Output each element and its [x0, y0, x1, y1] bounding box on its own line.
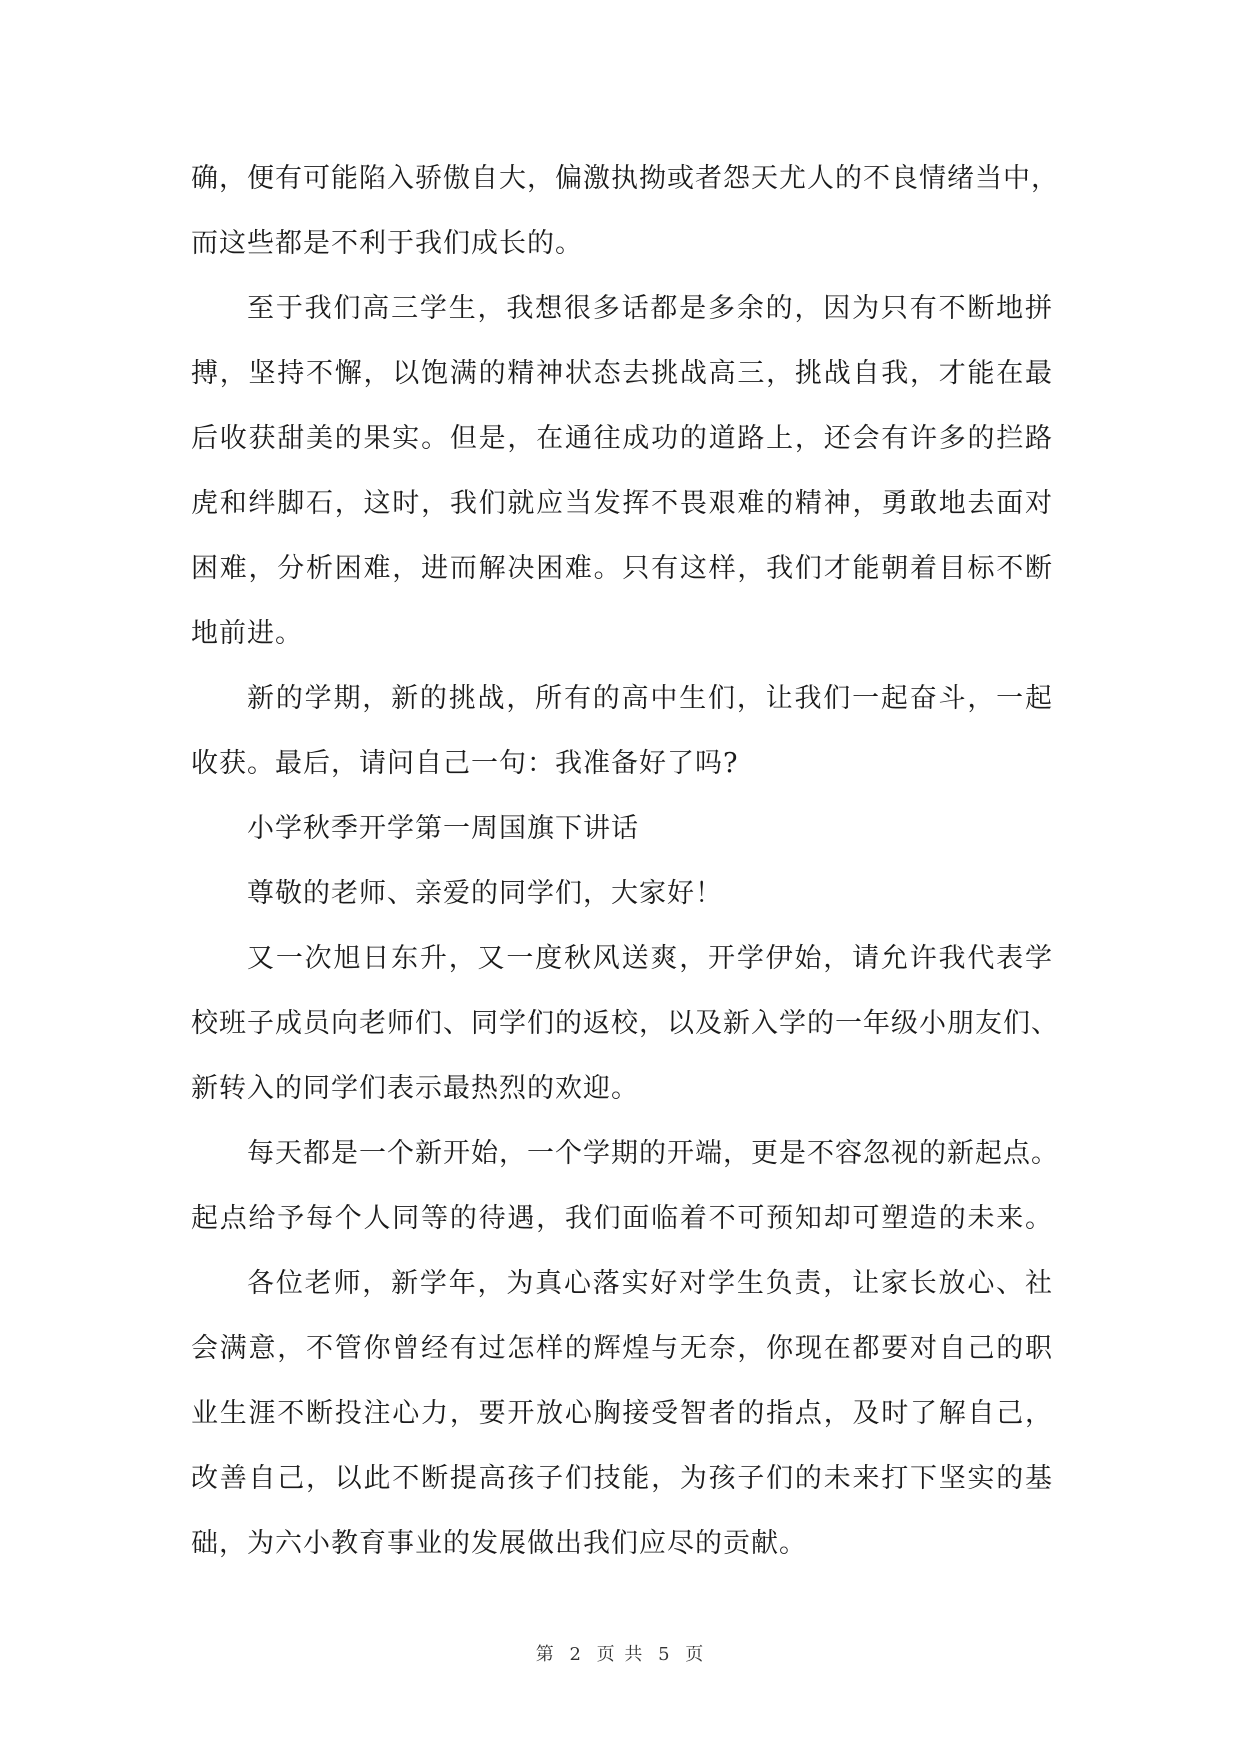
total-pages: 5 — [658, 1644, 672, 1665]
paragraph-start-line: 又一次旭日东升，又一度秋风送爽，开学伊始，请允许我代表学 — [247, 943, 1053, 974]
text-line: 确，便有可能陷入骄傲自大，偏激执拗或者怨天尤人的不良情绪当中， — [191, 163, 1059, 194]
text-line: 校班子成员向老师们、同学们的返校，以及新入学的一年级小朋友们、 — [191, 1008, 1059, 1039]
paragraph-start-line: 至于我们高三学生，我想很多话都是多余的，因为只有不断地拼 — [247, 293, 1053, 324]
footer-suffix: 页 — [685, 1644, 706, 1665]
document-body — [191, 146, 1059, 1576]
footer-prefix: 第 — [535, 1644, 556, 1665]
page-footer — [0, 1640, 1241, 1666]
section-title: 小学秋季开学第一周国旗下讲话 — [247, 813, 639, 844]
footer-middle: 页 共 — [596, 1644, 645, 1665]
text-line: 搏，坚持不懈，以饱满的精神状态去挑战高三，挑战自我，才能在最 — [191, 358, 1053, 389]
text-line: 收获。最后，请问自己一句：我准备好了吗? — [191, 748, 739, 779]
text-line: 础，为六小教育事业的发展做出我们应尽的贡献。 — [191, 1528, 807, 1559]
page-number: 2 — [569, 1644, 583, 1665]
paragraph-start-line: 各位老师，新学年，为真心落实好对学生负责，让家长放心、社 — [247, 1268, 1053, 1299]
paragraph-start-line: 新的学期，新的挑战，所有的高中生们，让我们一起奋斗，一起 — [247, 683, 1053, 714]
salutation: 尊敬的老师、亲爱的同学们，大家好！ — [247, 878, 723, 909]
text-line: 后收获甜美的果实。但是，在通往成功的道路上，还会有许多的拦路 — [191, 423, 1053, 454]
text-line: 地前进。 — [191, 618, 303, 649]
text-line: 虎和绊脚石，这时，我们就应当发挥不畏艰难的精神，勇敢地去面对 — [191, 488, 1053, 519]
text-line: 而这些都是不利于我们成长的。 — [191, 228, 583, 259]
paragraph-start-line: 每天都是一个新开始，一个学期的开端，更是不容忽视的新起点。 — [247, 1138, 1059, 1169]
text-line: 起点给予每个人同等的待遇，我们面临着不可预知却可塑造的未来。 — [191, 1203, 1053, 1234]
text-line: 改善自己，以此不断提高孩子们技能，为孩子们的未来打下坚实的基 — [191, 1463, 1053, 1494]
text-line: 新转入的同学们表示最热烈的欢迎。 — [191, 1073, 639, 1104]
text-line: 业生涯不断投注心力，要开放心胸接受智者的指点，及时了解自己， — [191, 1398, 1053, 1429]
text-line: 困难，分析困难，进而解决困难。只有这样，我们才能朝着目标不断 — [191, 553, 1053, 584]
text-line: 会满意，不管你曾经有过怎样的辉煌与无奈，你现在都要对自己的职 — [191, 1333, 1053, 1364]
